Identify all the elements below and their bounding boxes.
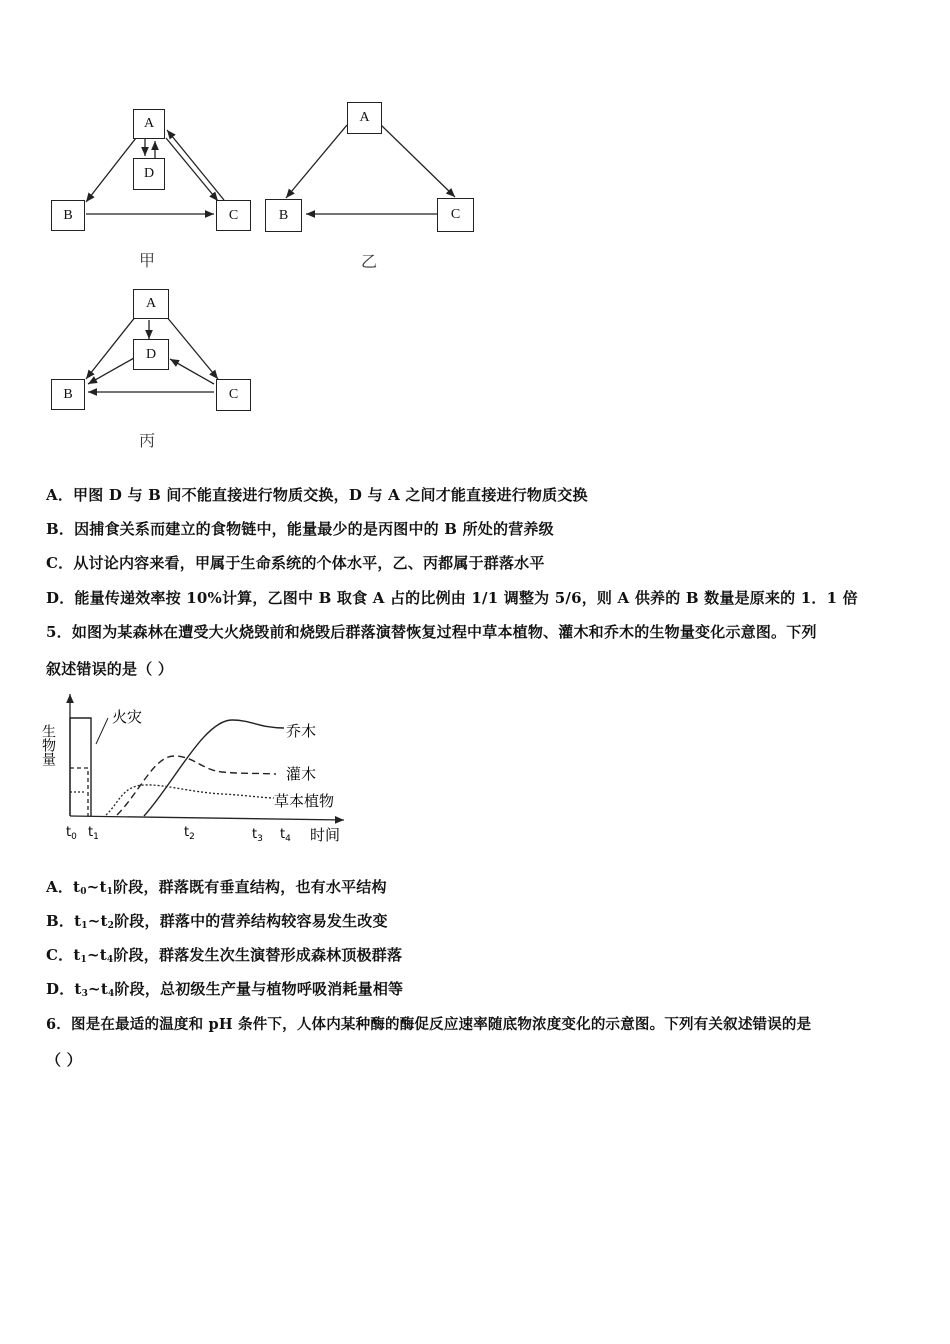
- q5-option-b: B．$t_1\sim t_2$阶段，群落中的营养结构较容易发生改变: [46, 912, 388, 931]
- x-axis: [70, 816, 344, 820]
- node-d: D: [133, 158, 165, 190]
- node-a: A: [347, 102, 382, 134]
- y-axis-label: 生物量: [40, 724, 56, 766]
- node-c: C: [216, 200, 251, 231]
- series-tree: [144, 720, 284, 816]
- q6-stem-line2: （ ）: [46, 1051, 82, 1069]
- fire-pointer: [96, 718, 108, 744]
- series-herb: [106, 785, 274, 815]
- q4-option-b: B．因捕食关系而建立的食物链中，能量最少的是丙图中的 B 所处的营养级: [46, 520, 554, 538]
- node-b: B: [265, 199, 302, 232]
- node-a: A: [133, 109, 165, 139]
- fire-label: 火灾: [112, 708, 143, 726]
- label-tree: 乔木: [286, 722, 317, 740]
- caption-bing: 丙: [139, 431, 156, 450]
- node-c: C: [216, 379, 251, 411]
- tick-t1: $t_1$: [88, 825, 99, 842]
- caption-yi: 乙: [361, 252, 378, 271]
- tick-t3: $t_3$: [252, 827, 263, 844]
- caption-jia: 甲: [139, 251, 156, 270]
- q5-option-c: C．$t_1\sim t_4$阶段，群落发生次生演替形成森林顶极群落: [46, 946, 403, 965]
- node-d: D: [133, 339, 169, 370]
- x-axis-label: 时间: [310, 826, 341, 844]
- node-a: A: [133, 289, 169, 319]
- q6-stem-line1: 6．图是在最适的温度和 pH 条件下，人体内某种酶的酶促反应速率随底物浓度变化的示意图。下列有关叙述错误的是: [46, 1016, 812, 1033]
- series-shrub: [117, 756, 276, 815]
- q5-option-d: D．$t_3\sim t_4$阶段，总初级生产量与植物呼吸消耗量相等: [46, 980, 404, 999]
- q4-option-a: A．甲图 D 与 B 间不能直接进行物质交换，D 与 A 之间才能直接进行物质交换: [46, 486, 588, 504]
- tick-t0: $t_0$: [66, 825, 77, 842]
- q4-option-d: D．能量传递效率按 10%计算，乙图中 B 取食 A 占的比例由 1/1 调整为 5/6，则 A 供养的 B 数量是原来的 1．1 倍: [46, 589, 858, 607]
- node-b: B: [51, 379, 85, 410]
- node-c: C: [437, 198, 474, 232]
- q5-stem-line2: 叙述错误的是（ ）: [46, 660, 174, 678]
- label-herb: 草本植物: [274, 792, 335, 810]
- q5-stem-line1: 5．如图为某森林在遭受大火烧毁前和烧毁后群落演替恢复过程中草本植物、灌木和乔木的生物量变化示意图。下列: [46, 623, 817, 641]
- label-shrub: 灌木: [286, 765, 317, 783]
- tick-t4: $t_4$: [280, 827, 291, 844]
- q4-option-c: C．从讨论内容来看，甲属于生命系统的个体水平，乙、丙都属于群落水平: [46, 554, 545, 572]
- q5-option-a: A．$t_0\sim t_1$阶段，群落既有垂直结构，也有水平结构: [46, 878, 387, 897]
- node-b: B: [51, 200, 85, 231]
- biomass-chart: [40, 688, 364, 853]
- tick-t2: $t_2$: [184, 825, 195, 842]
